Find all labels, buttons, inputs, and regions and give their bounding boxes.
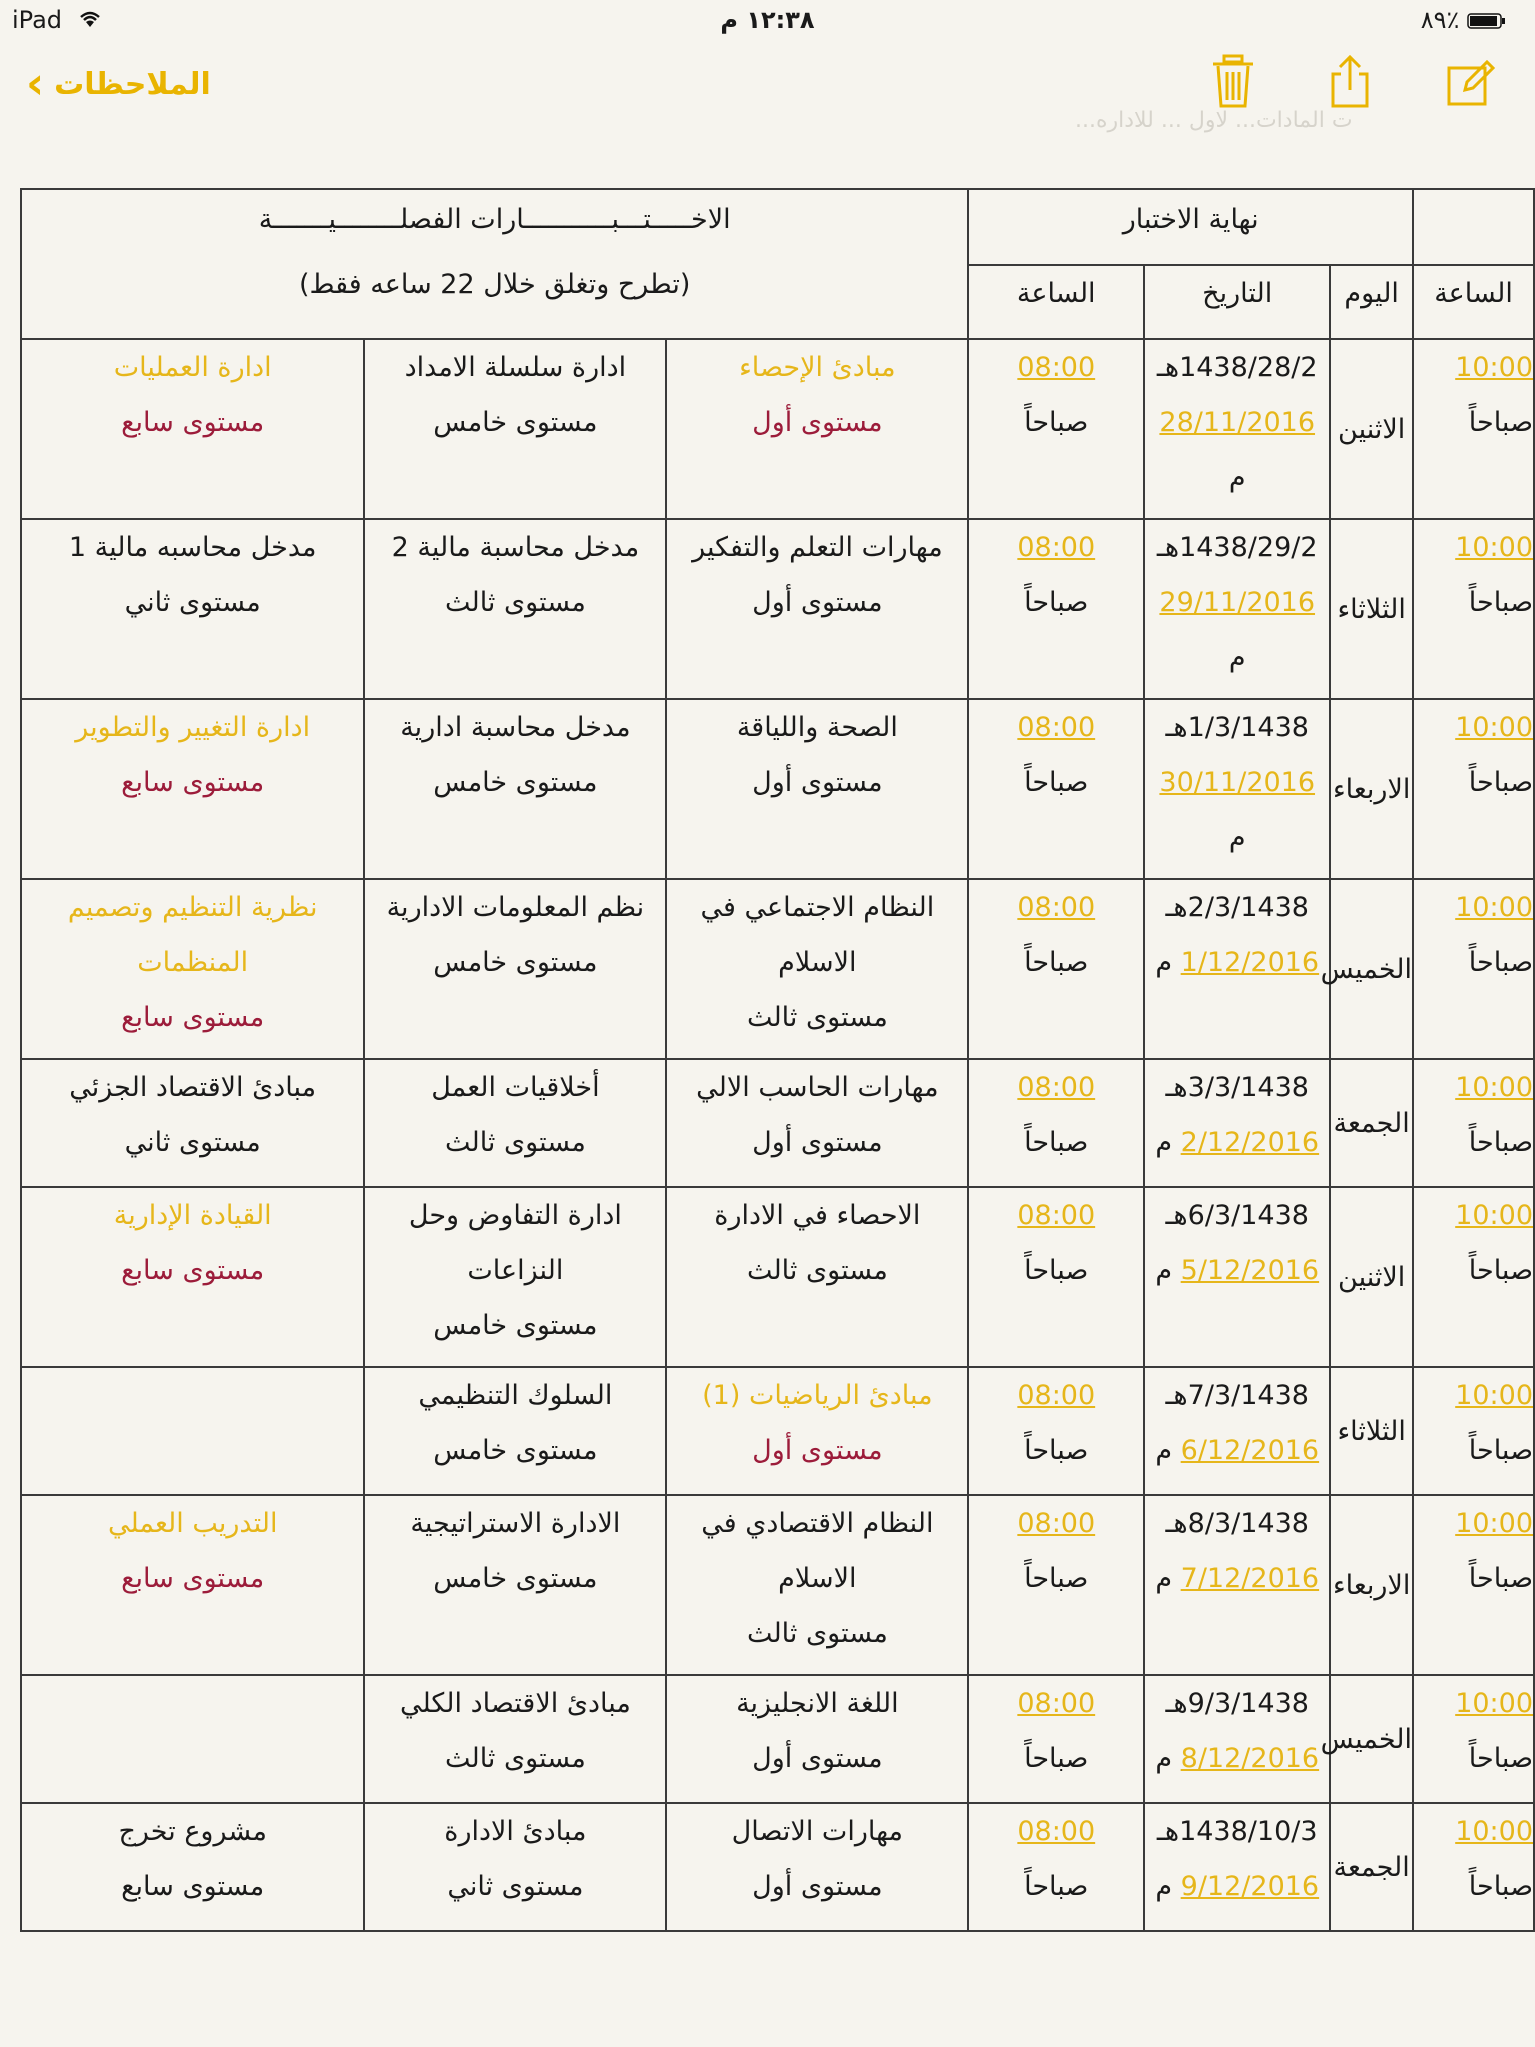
- cell-time2: [1413, 1187, 1534, 1367]
- time-link[interactable]: 08:00: [1017, 1688, 1096, 1719]
- cell-subject-3: [21, 1059, 364, 1187]
- subject-2-line-2: مستوى ثالث: [444, 1127, 586, 1158]
- compose-icon[interactable]: [1445, 54, 1495, 114]
- cell-subject-3: [21, 879, 364, 1059]
- cell-time: [968, 1187, 1144, 1367]
- ghost-text: ...ت المادات... لاول ... للاداره: [1075, 108, 1353, 133]
- time-period: صباحاً: [1024, 1871, 1089, 1902]
- cell-subject-2: [364, 699, 666, 879]
- time-link[interactable]: 08:00: [1017, 892, 1096, 923]
- subject-3-line-2: مستوى ثاني: [124, 587, 261, 618]
- hijri-date: 1438/10/3هـ: [1156, 1816, 1318, 1847]
- table-body: [21, 339, 1534, 1931]
- subject-2-line-2: مستوى ثاني: [447, 1871, 584, 1902]
- chevron-left-icon: ‹: [26, 58, 45, 109]
- day-label: الاربعاء: [1332, 1569, 1411, 1601]
- cell-subject-3: [21, 1803, 364, 1931]
- table-row: [21, 1187, 1534, 1367]
- cell-subject-3: [21, 1187, 364, 1367]
- table-row: [21, 1675, 1534, 1803]
- time-link[interactable]: 08:00: [1017, 1380, 1096, 1411]
- time-link[interactable]: 08:00: [1017, 1072, 1096, 1103]
- cell-day: [1330, 1187, 1413, 1367]
- time-period: صباحاً: [1024, 1435, 1089, 1466]
- cell-day: [1320, 879, 1413, 1059]
- subject-1-line-2: مستوى أول: [752, 407, 883, 438]
- cell-time2: [1413, 699, 1534, 879]
- header-tests-note: (تطرح وتغلق خلال 22 ساعه فقط): [298, 269, 691, 300]
- subject-1-line-1: اللغة الانجليزية: [736, 1688, 899, 1719]
- subject-1-line-1: النظام الاقتصادي في: [701, 1508, 934, 1539]
- day-label: الجمعة: [1333, 1107, 1410, 1139]
- subject-1-line-1: النظام الاجتماعي في: [700, 892, 935, 923]
- subject-1-line-1: مبادئ الإحصاء: [739, 352, 896, 383]
- subject-1-line-2: مستوى أول: [752, 1743, 883, 1774]
- subject-2-line-2: مستوى ثالث: [444, 587, 586, 618]
- battery-icon: [1467, 6, 1507, 34]
- hijri-date: 1/3/1438هـ: [1165, 712, 1309, 743]
- greg-suffix-inline: م: [1155, 1435, 1181, 1466]
- cell-date: [1144, 519, 1330, 699]
- day-label: الجمعة: [1333, 1851, 1410, 1883]
- hijri-date: 6/3/1438هـ: [1165, 1200, 1309, 1231]
- time-period: صباحاً: [1024, 1743, 1089, 1774]
- subject-1-line-2: مستوى أول: [752, 1435, 883, 1466]
- cell-day: [1330, 1059, 1413, 1187]
- subject-3-line-2: مستوى ثاني: [124, 1127, 261, 1158]
- cell-date: [1144, 879, 1330, 1059]
- cell-subject-2: [364, 1675, 666, 1803]
- status-time: ١٢:٣٨ م: [720, 6, 815, 34]
- greg-date-link[interactable]: 29/11/2016: [1159, 587, 1316, 618]
- back-button[interactable]: [26, 58, 211, 109]
- greg-suffix-inline: م: [1155, 947, 1181, 978]
- greg-date-link[interactable]: 7/12/2016: [1180, 1563, 1320, 1594]
- subject-1-line-2: الاسلام: [778, 1563, 857, 1594]
- time-link[interactable]: 08:00: [1017, 712, 1096, 743]
- time2-link[interactable]: 10:00: [1455, 712, 1533, 743]
- cell-date: [1144, 1059, 1330, 1187]
- table-row: [21, 339, 1534, 519]
- cell-time2: [1413, 339, 1534, 519]
- table-row: [21, 1495, 1534, 1675]
- greg-date-line: [1145, 1115, 1329, 1170]
- battery-indicator: [1421, 6, 1507, 34]
- time-period: صباحاً: [1024, 407, 1089, 438]
- hijri-date: 8/3/1438هـ: [1165, 1508, 1309, 1539]
- time2-link[interactable]: 10:00: [1455, 892, 1533, 923]
- cell-day: [1330, 339, 1413, 519]
- time-period: صباحاً: [1024, 1563, 1089, 1594]
- greg-date-link[interactable]: 28/11/2016: [1159, 407, 1316, 438]
- cell-subject-2: [364, 339, 666, 519]
- subject-1-line-1: مهارات الحاسب الالي: [696, 1072, 939, 1103]
- day-label: الاربعاء: [1332, 773, 1411, 805]
- cell-subject-2: [364, 1495, 666, 1675]
- cell-time: [968, 1059, 1144, 1187]
- cell-time2: [1413, 1495, 1534, 1675]
- time2-link[interactable]: 10:00: [1455, 1816, 1533, 1847]
- greg-date-link[interactable]: 1/12/2016: [1180, 947, 1320, 978]
- cell-subject-1: [666, 519, 968, 699]
- subject-2-line-2: مستوى خامس: [433, 1435, 598, 1466]
- greg-date-link[interactable]: 6/12/2016: [1180, 1435, 1320, 1466]
- time2-period: صباحاً: [1468, 1255, 1533, 1286]
- subject-2-line-2: مستوى ثالث: [444, 1743, 586, 1774]
- cell-subject-1: [666, 1495, 968, 1675]
- cell-subject-2: [364, 1187, 666, 1367]
- subject-1-line-2: الاسلام: [778, 947, 857, 978]
- cell-day: [1330, 519, 1413, 699]
- time2-period: صباحاً: [1468, 407, 1533, 438]
- table-row: [21, 699, 1534, 879]
- greg-date-link[interactable]: 8/12/2016: [1180, 1743, 1320, 1774]
- greg-suffix-inline: م: [1155, 1563, 1181, 1594]
- subject-1-line-1: مهارات التعلم والتفكير: [692, 532, 943, 563]
- time2-period: صباحاً: [1468, 1127, 1533, 1158]
- time-link[interactable]: 08:00: [1017, 1816, 1096, 1847]
- subject-1-line-3: مستوى ثالث: [746, 1002, 888, 1033]
- subject-1-line-2: مستوى ثالث: [746, 1255, 888, 1286]
- greg-date-line: [1145, 755, 1329, 810]
- col-date-header: التاريخ: [1144, 265, 1330, 339]
- subject-2-line-2: مستوى خامس: [433, 947, 598, 978]
- header-tests: [21, 189, 968, 339]
- subject-3-line-1: ادارة العمليات: [113, 352, 272, 383]
- hijri-date: 3/3/1438هـ: [1165, 1072, 1309, 1103]
- subject-2-line-1: مبادئ الاقتصاد الكلي: [399, 1688, 631, 1719]
- cell-time2: [1413, 879, 1534, 1059]
- cell-time: [968, 699, 1144, 879]
- cell-subject-1: [666, 1059, 968, 1187]
- time2-link[interactable]: 10:00: [1455, 1200, 1533, 1231]
- time2-period: صباحاً: [1468, 1563, 1533, 1594]
- time-link[interactable]: 08:00: [1017, 1200, 1096, 1231]
- day-label: الثلاثاء: [1337, 1415, 1406, 1447]
- subject-3-line-3: مستوى سابع: [121, 1002, 265, 1033]
- cell-day: [1320, 1675, 1413, 1803]
- subject-2-line-1: الادارة الاستراتيجية: [410, 1508, 621, 1539]
- time2-period: صباحاً: [1468, 1435, 1533, 1466]
- time2-link[interactable]: 10:00: [1455, 1508, 1533, 1539]
- cell-date: [1144, 1803, 1330, 1931]
- greg-date-link[interactable]: 30/11/2016: [1159, 767, 1316, 798]
- device-name: iPad: [12, 6, 63, 34]
- time-period: صباحاً: [1024, 767, 1089, 798]
- cell-subject-2: [364, 519, 666, 699]
- cell-time: [968, 1803, 1144, 1931]
- cell-day: [1330, 1495, 1413, 1675]
- time-link[interactable]: 08:00: [1017, 532, 1096, 563]
- greg-date-line: [1145, 395, 1329, 450]
- subject-2-line-1: ادارة التفاوض وحل: [408, 1200, 622, 1231]
- subject-3-line-1: مدخل محاسبه مالية 1: [68, 532, 317, 563]
- subject-3-line-2: مستوى سابع: [121, 1871, 265, 1902]
- greg-suffix-inline: م: [1155, 1255, 1181, 1286]
- cell-subject-1: [666, 699, 968, 879]
- subject-2-line-1: نظم المعلومات الادارية: [386, 892, 645, 923]
- subject-1-line-2: مستوى أول: [752, 1127, 883, 1158]
- subject-3-line-2: مستوى سابع: [121, 1255, 265, 1286]
- battery-percent: ٨٩٪: [1420, 6, 1460, 34]
- cell-time: [968, 339, 1144, 519]
- time-link[interactable]: 08:00: [1017, 1508, 1096, 1539]
- greg-date-line: [1145, 935, 1329, 990]
- greg-suffix-inline: م: [1155, 1871, 1181, 1902]
- cell-day: [1330, 699, 1413, 879]
- subject-1-line-2: مستوى أول: [752, 767, 883, 798]
- time-period: صباحاً: [1024, 947, 1089, 978]
- cell-time: [968, 1675, 1144, 1803]
- hijri-date: 1438/28/2هـ: [1156, 352, 1318, 383]
- hijri-date: 2/3/1438هـ: [1165, 892, 1309, 923]
- cell-time2: [1413, 519, 1534, 699]
- time2-period: صباحاً: [1468, 947, 1533, 978]
- cell-subject-2: [364, 1367, 666, 1495]
- time2-link[interactable]: 10:00: [1455, 1688, 1533, 1719]
- time2-link[interactable]: 10:00: [1455, 352, 1533, 383]
- table-header-row: [21, 189, 1534, 265]
- subject-3-line-2: مستوى سابع: [121, 1563, 265, 1594]
- cell-subject-1: [666, 879, 968, 1059]
- cell-subject-3: [21, 339, 364, 519]
- table-row: [21, 1367, 1534, 1495]
- subject-3-line-1: ادارة التغيير والتطوير: [75, 712, 311, 743]
- hijri-date: 9/3/1438هـ: [1165, 1688, 1309, 1719]
- header-tests-title: الاخـــــتـــبـــــــــــارات الفصلــــــــيـــــــة: [258, 204, 731, 235]
- cell-subject-2: [364, 879, 666, 1059]
- subject-2-line-1: مبادئ الادارة: [444, 1816, 587, 1847]
- nav-bar: [0, 40, 1535, 133]
- cell-subject-2: [364, 1803, 666, 1931]
- table-row: [21, 1803, 1534, 1931]
- day-label: الخميس: [1320, 953, 1413, 985]
- cell-subject-3: [21, 699, 364, 879]
- subject-2-line-1: مدخل محاسبة مالية 2: [391, 532, 640, 563]
- cell-time: [968, 1367, 1144, 1495]
- greg-date-link[interactable]: 9/12/2016: [1180, 1871, 1320, 1902]
- time2-link[interactable]: 10:00: [1455, 532, 1533, 563]
- cell-time: [968, 1495, 1144, 1675]
- subject-2-line-2: مستوى خامس: [433, 1563, 598, 1594]
- subject-3-line-2: مستوى سابع: [121, 767, 265, 798]
- cell-subject-3: [21, 519, 364, 699]
- cell-time: [968, 879, 1144, 1059]
- day-label: الثلاثاء: [1337, 593, 1406, 625]
- day-label: الخميس: [1320, 1723, 1413, 1755]
- col-time-header: الساعة: [968, 265, 1144, 339]
- subject-1-line-3: مستوى ثالث: [746, 1618, 888, 1649]
- subject-2-line-1: ادارة سلسلة الامداد: [404, 352, 627, 383]
- cell-day: [1330, 1803, 1413, 1931]
- subject-3-line-1: القيادة الإدارية: [113, 1200, 272, 1231]
- header-exam-end: نهاية الاختبار: [968, 189, 1413, 265]
- share-icon[interactable]: [1327, 54, 1373, 114]
- cell-subject-1: [666, 1803, 968, 1931]
- subject-2-line-1: السلوك التنظيمي: [418, 1380, 613, 1411]
- subject-1-line-2: مستوى أول: [752, 1871, 883, 1902]
- subject-3-line-2: مستوى سابع: [121, 407, 265, 438]
- cell-time: [968, 519, 1144, 699]
- table-row: [21, 879, 1534, 1059]
- greg-suffix: م: [1228, 462, 1246, 493]
- col-day-header: اليوم: [1330, 265, 1413, 339]
- time2-period: صباحاً: [1468, 1871, 1533, 1902]
- subject-1-line-1: مهارات الاتصال: [731, 1816, 904, 1847]
- cell-time2: [1413, 1675, 1534, 1803]
- cell-subject-2: [364, 1059, 666, 1187]
- subject-1-line-2: مستوى أول: [752, 587, 883, 618]
- cell-time2: [1413, 1367, 1534, 1495]
- back-label: الملاحظات: [54, 66, 211, 102]
- hijri-date: 7/3/1438هـ: [1165, 1380, 1309, 1411]
- greg-date-link[interactable]: 5/12/2016: [1180, 1255, 1320, 1286]
- subject-2-line-2: مستوى خامس: [433, 407, 598, 438]
- subject-1-line-1: مبادئ الرياضيات (1): [702, 1380, 933, 1411]
- table-row: [21, 1059, 1534, 1187]
- greg-date-line: [1145, 1423, 1329, 1478]
- subject-3-line-1: مبادئ الاقتصاد الجزئي: [69, 1072, 317, 1103]
- day-label: الاثنين: [1338, 413, 1406, 445]
- status-bar: [0, 0, 1535, 40]
- greg-suffix-inline: م: [1155, 1127, 1181, 1158]
- cell-subject-3: [21, 1495, 364, 1675]
- cell-subject-1: [666, 1367, 968, 1495]
- col-time2-header: الساعة: [1413, 265, 1534, 339]
- greg-date-line: [1145, 1731, 1329, 1786]
- subject-2-line-1: مدخل محاسبة ادارية: [400, 712, 631, 743]
- greg-suffix: م: [1228, 642, 1246, 673]
- hijri-date: 1438/29/2هـ: [1156, 532, 1318, 563]
- day-label: الاثنين: [1338, 1261, 1406, 1293]
- time2-period: صباحاً: [1468, 1743, 1533, 1774]
- cell-subject-1: [666, 339, 968, 519]
- subject-2-line-3: مستوى خامس: [433, 1310, 598, 1341]
- greg-suffix: م: [1228, 822, 1246, 853]
- time2-period: صباحاً: [1468, 587, 1533, 618]
- cell-date: [1144, 1495, 1330, 1675]
- trash-icon[interactable]: [1210, 54, 1256, 114]
- cell-subject-1: [666, 1187, 968, 1367]
- exam-schedule-table: [20, 188, 1535, 1932]
- subject-2-line-2: النزاعات: [467, 1255, 564, 1286]
- cell-date: [1144, 1367, 1330, 1495]
- greg-date-line: [1145, 575, 1329, 630]
- greg-date-line: [1145, 1243, 1329, 1298]
- subject-3-line-1: مشروع تخرج: [118, 1816, 267, 1847]
- cell-time2: [1413, 1803, 1534, 1931]
- time2-period: صباحاً: [1468, 767, 1533, 798]
- time2-link[interactable]: 10:00: [1455, 1380, 1533, 1411]
- time2-link[interactable]: 10:00: [1455, 1072, 1533, 1103]
- cell-subject-1: [666, 1675, 968, 1803]
- time-period: صباحاً: [1024, 1127, 1089, 1158]
- greg-date-link[interactable]: 2/12/2016: [1180, 1127, 1320, 1158]
- cell-date: [1144, 1675, 1330, 1803]
- subject-1-line-1: الصحة واللياقة: [736, 712, 898, 743]
- time-period: صباحاً: [1024, 1255, 1089, 1286]
- greg-date-line: [1145, 1859, 1329, 1914]
- cell-day: [1330, 1367, 1413, 1495]
- cell-date: [1144, 1187, 1330, 1367]
- subject-3-line-2: المنظمات: [137, 947, 249, 978]
- greg-suffix-inline: م: [1155, 1743, 1181, 1774]
- greg-date-line: [1145, 1551, 1329, 1606]
- table-row: [21, 519, 1534, 699]
- subject-3-line-1: نظرية التنظيم وتصميم: [67, 892, 318, 923]
- subject-3-line-1: التدريب العملي: [107, 1508, 278, 1539]
- cell-subject-3: [21, 1367, 364, 1495]
- subject-2-line-1: أخلاقيات العمل: [431, 1072, 600, 1103]
- cell-date: [1144, 699, 1330, 879]
- time-period: صباحاً: [1024, 587, 1089, 618]
- cell-time2: [1413, 1059, 1534, 1187]
- subject-2-line-2: مستوى خامس: [433, 767, 598, 798]
- cell-subject-3: [21, 1675, 364, 1803]
- header-cell-time2-top: [1413, 189, 1534, 265]
- time-link[interactable]: 08:00: [1017, 352, 1096, 383]
- subject-1-line-1: الاحصاء في الادارة: [714, 1200, 921, 1231]
- cell-date: [1144, 339, 1330, 519]
